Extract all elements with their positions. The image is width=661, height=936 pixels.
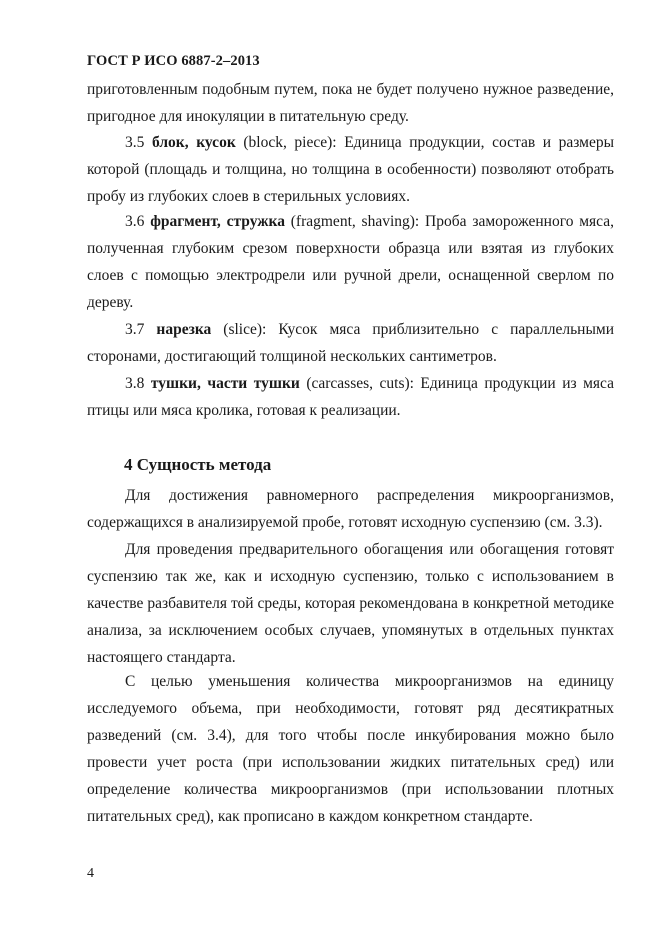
definition-term: нарезка — [156, 321, 212, 338]
definition-term: блок, кусок — [151, 134, 236, 151]
section-paragraph: Для проведения предварительного обогащения или обогащения готовят суспензию так же, как и исходную суспензию, только с использованием в качестве разбавителя той среды, которая рекомендована в конкретной методике анализа, за исключением особых случаев, упомянутых в отдельных пунктах настоящего стандарта. — [87, 541, 614, 666]
definition-3-5 — [87, 129, 614, 210]
definition-term: тушки, части тушки — [150, 375, 300, 392]
definition-number: 3.6 — [125, 213, 145, 230]
continuation-paragraph: приготовленным подобным путем, пока не будет получено нужное разведение, пригодное для инокуляции в питательную среду. — [87, 81, 614, 125]
definition-3-6 — [87, 208, 614, 316]
definition-number: 3.8 — [125, 375, 145, 392]
definition-term: фрагмент, стружка — [150, 213, 285, 230]
section-paragraph: Для достижения равномерного распределения микроорганизмов, содержащихся в анализируемой пробе, готовят исходную суспензию (см. 3.3). — [87, 487, 614, 531]
definition-3-7 — [87, 316, 614, 370]
document-header: ГОСТ Р ИСО 6887-2–2013 — [87, 53, 260, 69]
definition-3-8 — [87, 370, 614, 424]
definition-number: 3.5 — [125, 134, 145, 151]
definition-text: (slice): Кусок мяса приблизительно с параллельными сторонами, достигающий толщиной нескольких сантиметров. — [87, 321, 614, 365]
definition-text: (fragment, shaving): Проба замороженного мяса, полученная глубоким срезом поверхности образца или взятая из глубоких слоев с помощью электродрели или ручной дрели, оснащенной сверлом по дереву. — [87, 213, 615, 311]
definition-number: 3.7 — [125, 321, 145, 338]
definition-text: (carcasses, cuts): Единица продукции из мяса птицы или мяса кролика, готовая к реализации. — [87, 375, 614, 419]
section-title: 4 Сущность метода — [124, 455, 272, 474]
page-number: 4 — [87, 866, 94, 881]
section-paragraph: С целью уменьшения количества микроорганизмов на единицу исследуемого объема, при необходимости, готовят ряд десятикратных разведений (см. 3.4), для того чтобы после инкубирования можно было провести учет роста (при использовании жидких питательных сред) или определение количества микроорганизмов (при использовании плотных питательных сред), как прописано в каждом конкретном стандарте. — [87, 673, 614, 825]
definition-text: (block, piece): Единица продукции, состав и размеры которой (площадь и толщина, но толщина в особенности) позволяют отобрать пробу из глубоких слоев в стерильных условиях. — [87, 134, 615, 205]
